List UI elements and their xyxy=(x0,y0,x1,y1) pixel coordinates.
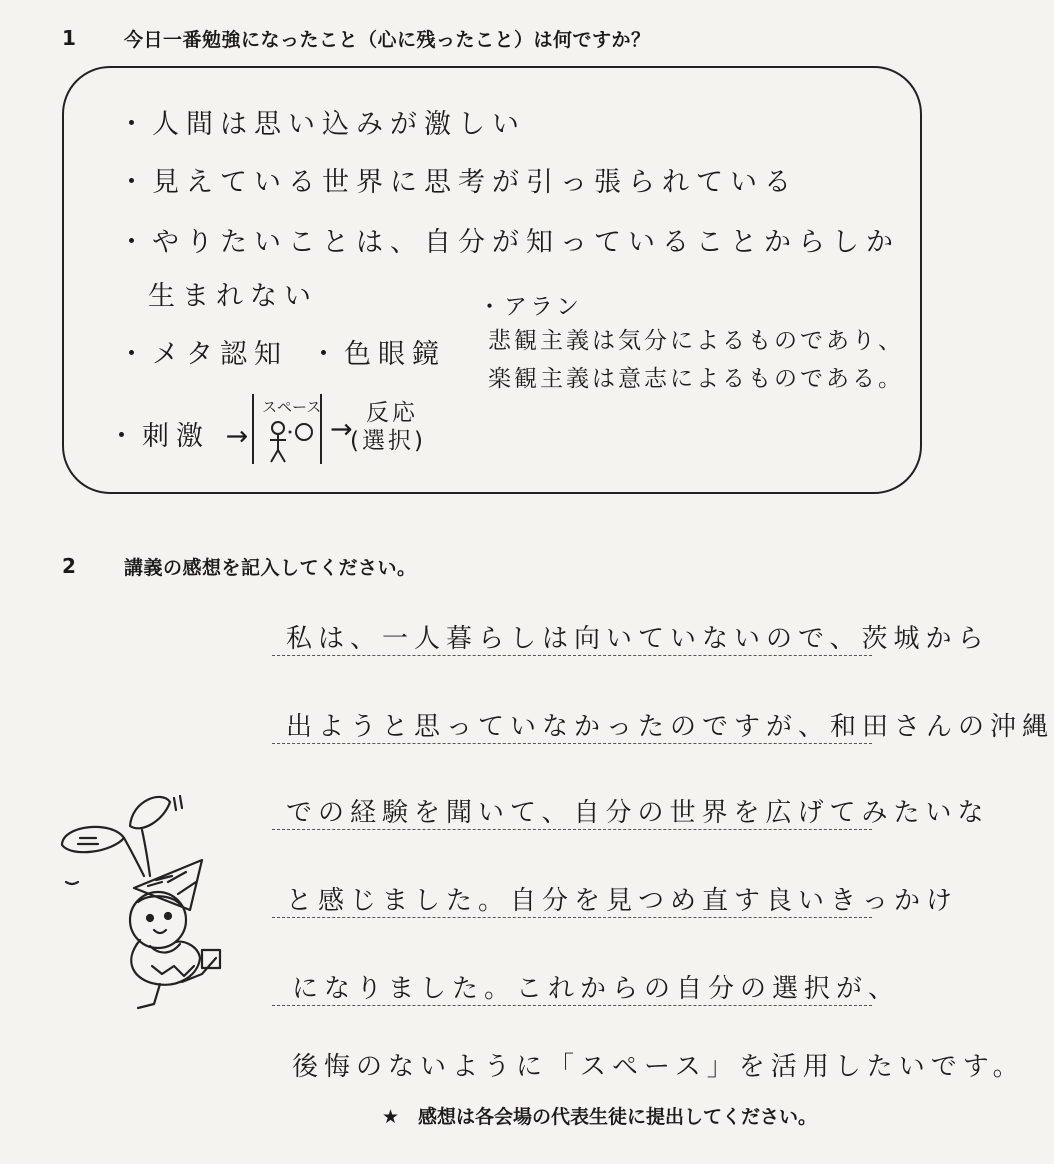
writing-line-4 xyxy=(272,917,872,918)
answer-1-meta-cognition: ・メタ認知 xyxy=(118,339,288,370)
writing-line-2 xyxy=(272,743,872,744)
stimulus-label: ・刺激 → xyxy=(108,421,256,452)
answer-1-line-3a: ・やりたいことは、自分が知っていることからしか xyxy=(118,227,900,258)
answer-1-line-3b: 生まれない xyxy=(148,281,318,312)
impression-line-3: での経験を聞いて、自分の世界を広げてみたいな xyxy=(286,798,990,828)
question-2-text: 講義の感想を記入してください。 xyxy=(124,557,417,579)
impression-line-1: 私は、一人暮らしは向いていないので、茨城から xyxy=(286,624,990,654)
question-1-text: 今日一番勉強になったこと（心に残ったこと）は何ですか？ xyxy=(124,29,651,51)
footer-note: ★ 感想は各会場の代表生徒に提出してください。 xyxy=(382,1106,818,1128)
impression-line-4: と感じました。自分を見つめ直す良いきっかけ xyxy=(286,886,959,916)
writing-line-1 xyxy=(272,655,872,656)
cartoon-character-illustration xyxy=(52,790,232,1020)
person-doodle-icon xyxy=(266,418,316,466)
answer-1-line-2: ・見えている世界に思考が引っ張られている xyxy=(118,167,798,198)
question-1-number: 1 xyxy=(62,26,76,50)
impression-line-6: 後悔のないように「スペース」を活用したいです。 xyxy=(292,1052,1025,1082)
alain-quote-line-1: 悲観主義は気分によるものであり、 xyxy=(488,328,904,354)
question-2-number: 2 xyxy=(62,554,76,578)
arrow-to-reaction: → xyxy=(330,414,360,445)
reaction-label: 反応 xyxy=(366,400,418,426)
writing-line-5 xyxy=(272,1005,872,1006)
space-label: スペース xyxy=(262,398,322,416)
answer-1-colored-glasses: ・色眼鏡 xyxy=(310,339,446,370)
choice-label: (選択) xyxy=(350,428,426,454)
impression-line-2: 出ようと思っていなかったのですが、和田さんの沖縄 xyxy=(286,712,1054,742)
alain-quote-line-2: 楽観主義は意志によるものである。 xyxy=(488,366,904,392)
alain-title: ・アラン xyxy=(478,294,582,320)
impression-line-5: になりました。これからの自分の選択が、 xyxy=(292,974,901,1004)
answer-1-line-1: ・人間は思い込みが激しい xyxy=(118,109,526,140)
writing-line-3 xyxy=(272,829,872,830)
